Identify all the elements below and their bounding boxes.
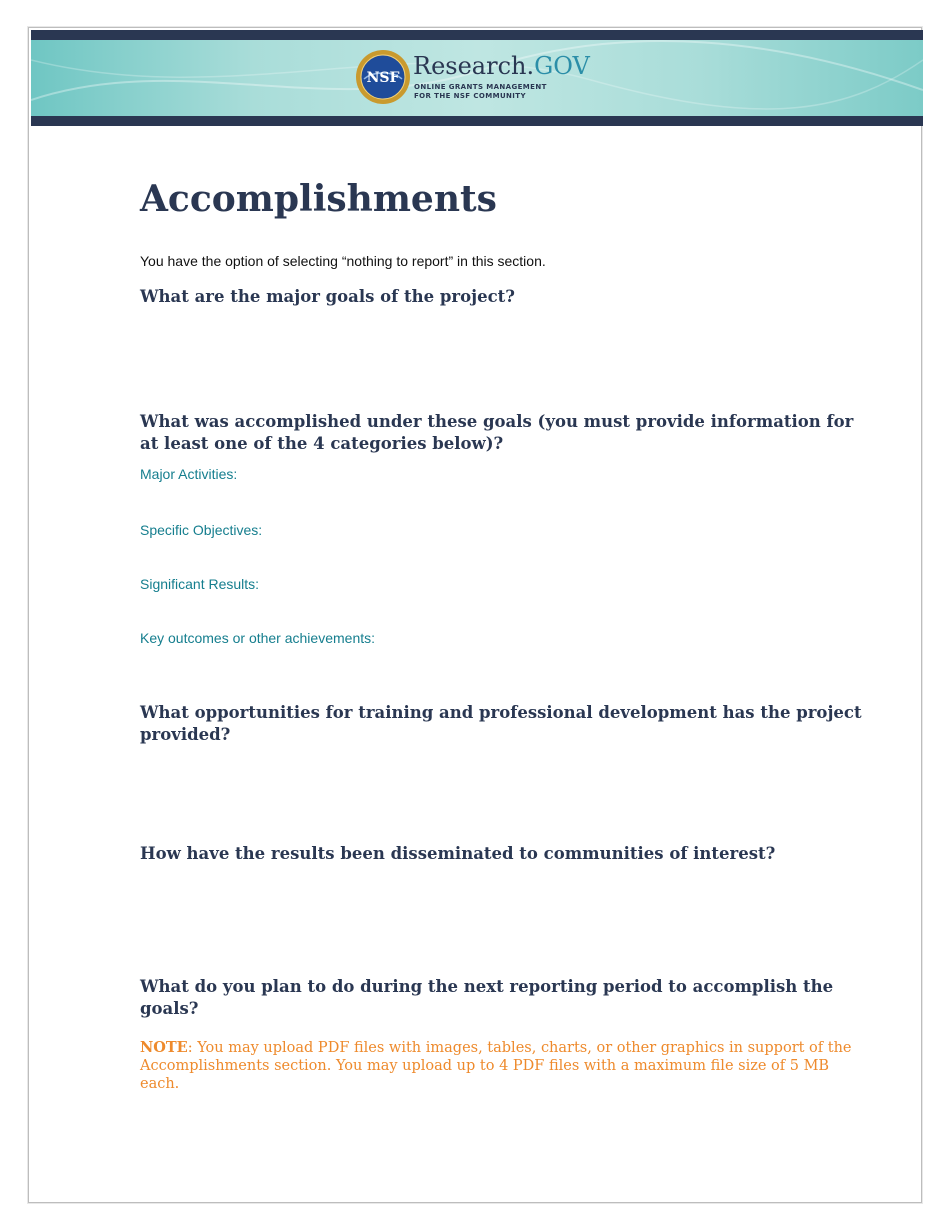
category-key-outcomes: Key outcomes or other achievements: bbox=[140, 630, 376, 646]
question-next-period: What do you plan to do during the next reporting period to accomplish the goals? bbox=[140, 977, 834, 1018]
brand-suffix: GOV bbox=[534, 52, 590, 80]
category-major-activities: Major Activities: bbox=[140, 466, 238, 482]
tagline-line-2: FOR THE NSF COMMUNITY bbox=[414, 92, 526, 100]
upload-note bbox=[140, 1039, 870, 1093]
page-title: Accomplishments bbox=[140, 178, 497, 220]
research-gov-logo bbox=[351, 48, 590, 112]
document-page bbox=[28, 27, 922, 1203]
banner-bottom-bar bbox=[31, 116, 923, 126]
category-significant-results: Significant Results: bbox=[140, 576, 260, 592]
brand-tagline bbox=[414, 83, 547, 101]
intro-text: You have the option of selecting “nothing to report” in this section. bbox=[140, 253, 546, 269]
brand-main: Research. bbox=[413, 52, 535, 80]
nsf-seal-icon bbox=[355, 49, 411, 105]
question-major-goals: What are the major goals of the project? bbox=[140, 287, 515, 306]
note-text: : You may upload PDF files with images, tables, charts, or other graphics in support of the Accomplishments section. You may upload up to 4 PDF files with a maximum file size of 5 MB each. bbox=[140, 1040, 852, 1092]
banner-band bbox=[31, 40, 923, 116]
question-accomplished: What was accomplished under these goals (you must provide information for at least one of the 4 categories below)? bbox=[140, 412, 854, 453]
research-gov-banner bbox=[31, 30, 923, 126]
seal-label: NSF bbox=[366, 70, 400, 86]
question-training: What opportunities for training and professional development has the project provided? bbox=[140, 703, 862, 744]
question-dissemination: How have the results been disseminated to communities of interest? bbox=[140, 844, 776, 863]
tagline-line-1: ONLINE GRANTS MANAGEMENT bbox=[414, 83, 547, 91]
banner-top-bar bbox=[31, 30, 923, 40]
brand-name bbox=[413, 52, 590, 80]
note-label: NOTE bbox=[140, 1039, 188, 1056]
category-specific-objectives: Specific Objectives: bbox=[140, 522, 263, 538]
